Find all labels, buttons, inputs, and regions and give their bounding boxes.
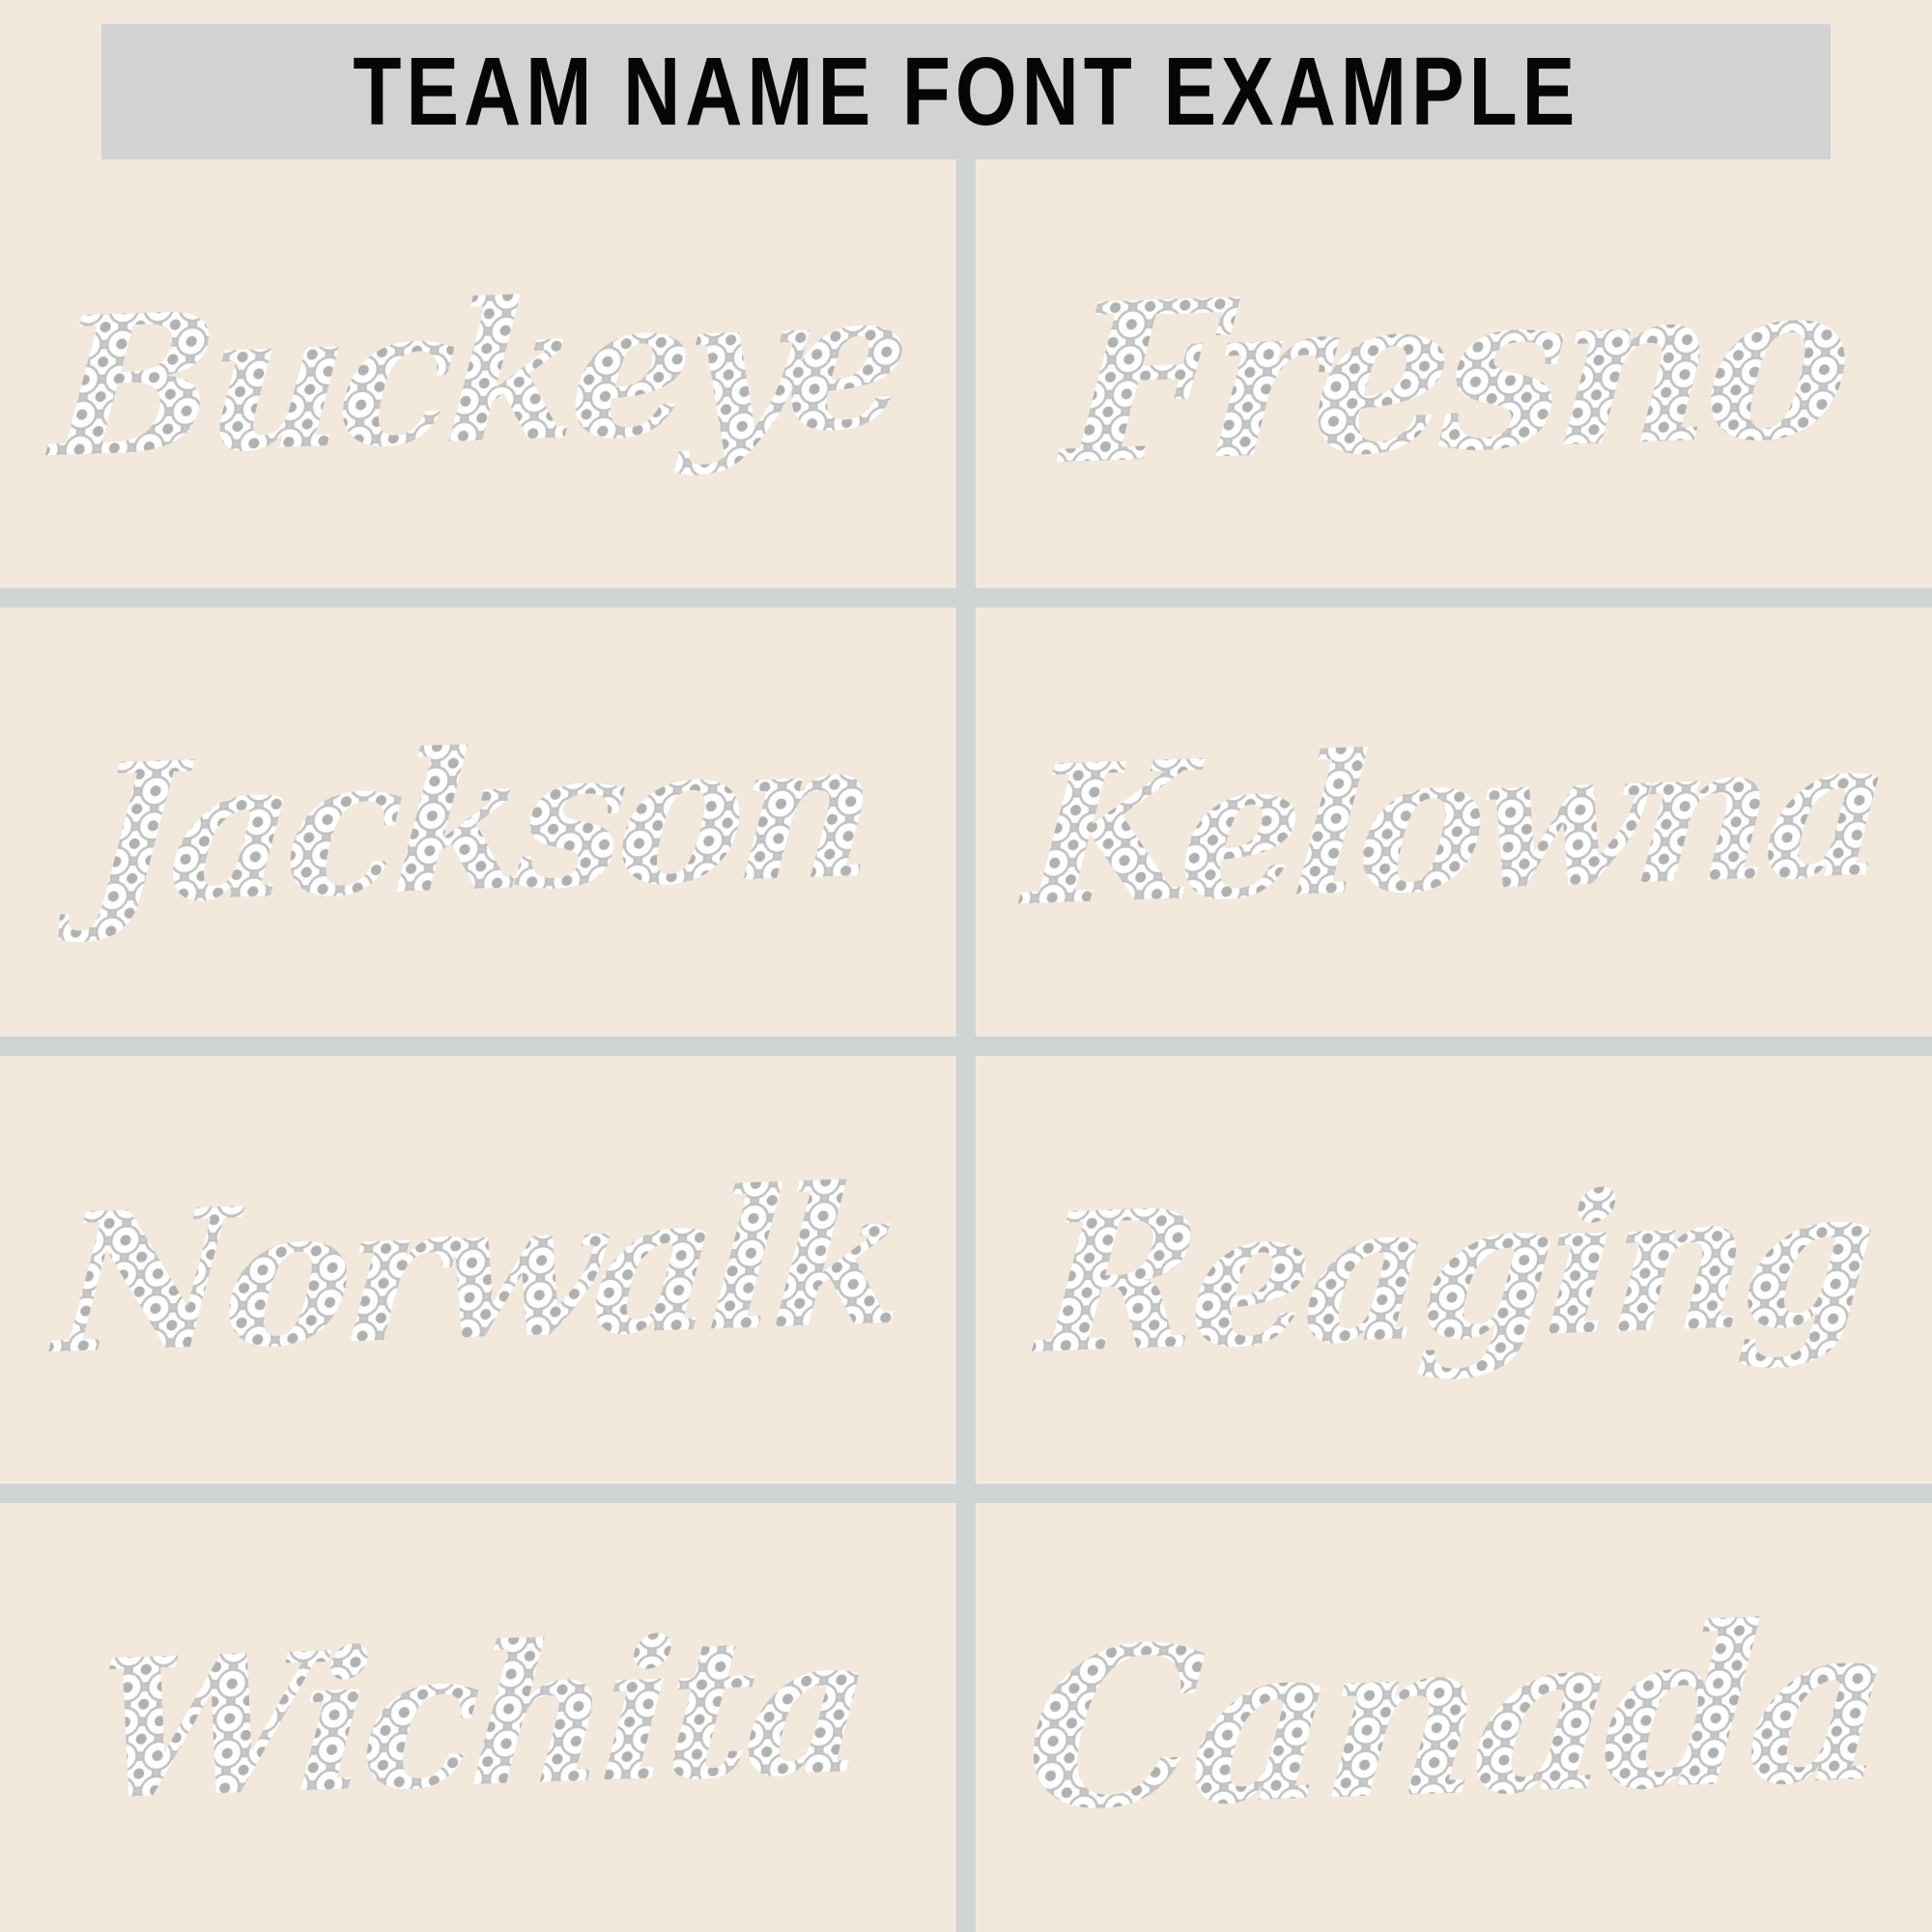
team-name-grid [0,159,1932,1932]
team-name-cell [976,1056,1932,1485]
team-name-text: Fresno [1030,213,1879,536]
team-name-cell [976,159,1932,588]
team-name-cell [0,608,956,1037]
team-name-text: Wichita [63,1575,894,1861]
team-name-cell [0,159,956,588]
header-band [0,0,1932,159]
header-bar [101,24,1831,159]
team-name-cell [0,1503,956,1932]
team-name-text: Reaging [1009,1125,1899,1414]
team-name-text: Norwalk [26,1125,929,1414]
team-name-text: Buckeye [23,229,934,518]
team-name-cell [0,1056,956,1485]
team-name-text: Kelowna [995,677,1913,967]
team-name-cell [976,608,1932,1037]
page-title: TEAM NAME FONT EXAMPLE [353,38,1579,146]
team-name-cell [976,1503,1932,1932]
team-name-text: Canada [991,1554,1918,1881]
team-name-text: Jackson [56,678,900,965]
